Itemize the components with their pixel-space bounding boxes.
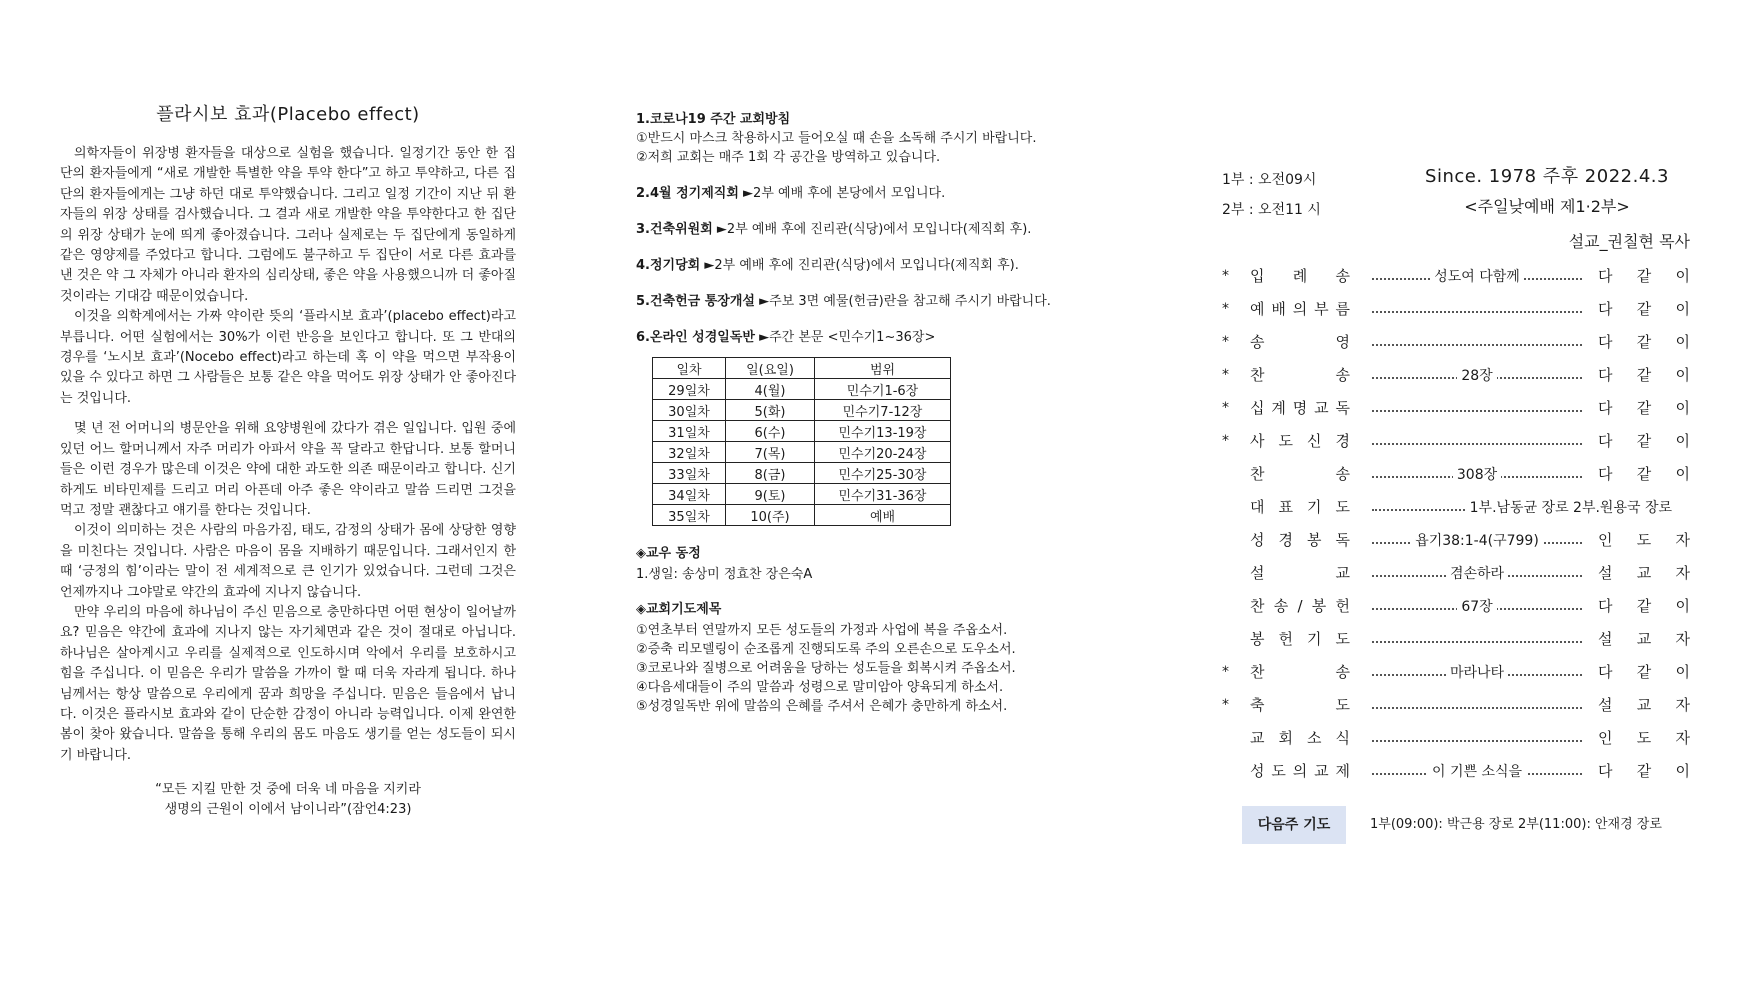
next-week-prayer-label: 다음주 기도 [1242, 806, 1346, 844]
reading-schedule-table [652, 357, 951, 526]
service-title: <주일낮예배 제1·2부> [1464, 197, 1630, 216]
bulletin-date: Since. 1978 주후 2022.4.3 [1425, 166, 1669, 187]
order-item-detail-text: 겸손하라 [1446, 566, 1508, 582]
worship-order-row [1222, 491, 1690, 524]
notice-text: ►주간 본문 <민수기1~36장> [759, 330, 936, 345]
essay-paragraph: 만약 우리의 마음에 하나님이 주신 믿음으로 충만하다면 어떤 현상이 일어날까요? 믿음은 약간에 효과에 지나지 않는 자기체면과 같은 것이 절대로 아닙니다. 하나님은 살아계시고 우리를 실제적으로 인도하시며 악에서 우리를 보호하시고 힘을 주십니다. 이 믿음은 우리가 말씀을 가까이 할 때 더욱 자라게 됩니다. 하나님께서는 항상 말씀으로 우리에게 꿈과 희망을 주십니다. 믿음은 들음에서 납니다. 이것은 플라시보 효과와 같이 단순한 감정이 아니라 능력입니다. 이제 완연한 봄이 찾아 왔습니다. 말씀을 통해 우리의 몸도 마음도 생기를 얻는 성도들이 되시기 바랍니다. [60, 604, 516, 763]
table-cell: 30일차 [653, 400, 726, 421]
prayer-item: ③코로나와 질병으로 어려움을 당하는 성도들을 회복시켜 주옵소서. [636, 661, 1016, 676]
order-item-name: 찬 송 [1250, 465, 1350, 483]
prayer-item: ⑤성경일독반 위에 말씀의 은혜를 주셔서 은혜가 충만하게 하소서. [636, 699, 1008, 714]
order-item-name: 찬 송 [1250, 366, 1350, 384]
order-item-name: 교 회 소 식 [1250, 729, 1350, 747]
order-item-name: 성 경 봉 독 [1250, 531, 1350, 549]
table-cell: 6(수) [726, 421, 815, 442]
table-cell: 민수기1-6장 [815, 379, 951, 400]
worship-order-row [1222, 524, 1690, 557]
notice-text: ►2부 예배 후에 진리관(식당)에서 모입니다(제직회 후). [716, 222, 1032, 237]
notice-line: ①반드시 마스크 착용하시고 들어오실 때 손을 소독해 주시기 바랍니다. [636, 131, 1037, 146]
order-item-leader: 인 도 자 [1598, 531, 1690, 549]
table-row [653, 421, 951, 442]
worship-order-row [1222, 722, 1690, 755]
table-cell: 4(월) [726, 379, 815, 400]
worship-order-row [1222, 755, 1690, 788]
order-item-name: 찬 송 [1250, 663, 1350, 681]
notice-meeting [636, 184, 1116, 203]
order-item-detail [1372, 557, 1582, 590]
order-item-detail [1372, 722, 1582, 755]
order-item-detail [1372, 458, 1582, 491]
service-time-2: 2부 : 오전11 시 [1222, 202, 1321, 218]
table-header: 일(요일) [726, 358, 815, 379]
dotted-leader [1372, 707, 1582, 709]
order-item-name: 성 도 의 교 제 [1250, 762, 1350, 780]
order-item-leader: 설 교 자 [1598, 696, 1690, 714]
table-row [653, 463, 951, 484]
order-item-name: 사 도 신 경 [1250, 432, 1350, 450]
order-item-leader: 다 같 이 [1598, 432, 1690, 450]
table-cell: 10(주) [726, 505, 815, 526]
preacher: 설교_권칠현 목사 [1568, 232, 1690, 251]
standing-mark: * [1222, 697, 1229, 713]
dotted-leader [1372, 443, 1582, 445]
notice-text: ►주보 3면 예물(헌금)란을 참고해 주시기 바랍니다. [759, 294, 1051, 309]
notice-title: 4.정기당회 [636, 258, 701, 273]
notice-text: ►2부 예배 후에 본당에서 모입니다. [743, 186, 946, 201]
order-item-detail [1372, 491, 1672, 524]
members-text: 1.생일: 송상미 정효찬 장은숙A [636, 567, 813, 582]
worship-order-row [1222, 359, 1690, 392]
order-item-detail [1372, 260, 1582, 293]
order-item-detail [1372, 689, 1582, 722]
service-time-1: 1부 : 오전09시 [1222, 172, 1317, 188]
table-header: 범위 [815, 358, 951, 379]
essay-paragraph: 이것을 의학계에서는 가짜 약이란 뜻의 ‘플라시보 효과’(placebo effect)라고 부릅니다. 어떤 실험에서는 30%가 이런 반응을 보인다고 합니다. 또 그 반대의 경우를 ‘노시보 효과’(Nocebo effect)라고 하는데 혹 이 약을 먹으면 부작용이 있을 수 있다고 하면 그 사람들은 보통 같은 약을 먹어도 위장 상태가 안 좋아진다는 것입니다. [60, 309, 516, 406]
essay-paragraph: 의학자들이 위장병 환자들을 대상으로 실험을 했습니다. 일정기간 동안 한 집단의 환자들에게 “새로 개발한 특별한 약을 투약 한다”고 하고 투약하고, 다른 집단의 환자들에게는 그냥 하던 대로 투약했습니다. 그리고 일정 기간이 지난 뒤 환자들의 위장 상태를 검사했습니다. 그 결과 새로 개발한 약을 투약한다고 한 집단의 위장 상태가 눈에 띄게 좋아졌습니다. 그러나 실제로는 두 집단에게 동일하게 같은 영양제를 주었다고 합니다. 그럼에도 불구하고 두 집단이 서로 다른 효과를 낸 것은 약 그 자체가 아니라 환자의 심리상태, 좋은 약을 사용했으니까 더 좋아질 것이라는 기대감 때문이었습니다. [60, 146, 516, 304]
worship-order-row [1222, 293, 1690, 326]
table-cell: 5(화) [726, 400, 815, 421]
notice-covid [636, 110, 1116, 167]
essay-paragraph: 몇 년 전 어머니의 병문안을 위해 요양병원에 갔다가 겪은 일입니다. 입원 중에 있던 어느 할머니께서 자주 머리가 아파서 약을 꼭 달라고 한답니다. 보통 할머니들은 이런 경우가 많은데 이것은 약에 대한 과도한 의존 때문이라고 합니다. 신기하게도 비타민제를 드리고 머리 아픈데 아주 좋은 약이라고 말씀 드리면 그것을 먹고 정말 괜찮다고 얘기를 한다는 것입니다. [60, 421, 516, 518]
prayer-item: ①연초부터 연말까지 모든 성도들의 가정과 사업에 복을 주옵소서. [636, 623, 1008, 638]
notice-text: ►2부 예배 후에 진리관(식당)에서 모입니다(제직회 후). [704, 258, 1019, 273]
worship-order-row [1222, 656, 1690, 689]
prayer-topics [636, 600, 1116, 716]
table-cell: 민수기7-12장 [815, 400, 951, 421]
order-item-detail-text: 이 기쁜 소식을 [1428, 764, 1526, 780]
order-item-detail-text: 성도여 다함께 [1430, 269, 1524, 285]
table-row [653, 379, 951, 400]
order-item-name: 찬 송 / 봉 헌 [1250, 597, 1350, 615]
order-item-leader: 다 같 이 [1598, 366, 1690, 384]
order-item-detail [1372, 293, 1582, 326]
prayer-title: ◈교회기도제목 [636, 602, 722, 617]
notice-building-committee [636, 220, 1116, 239]
table-cell: 민수기20-24장 [815, 442, 951, 463]
order-item-detail [1372, 524, 1582, 557]
notice-title: 3.건축위원회 [636, 222, 713, 237]
table-cell: 민수기25-30장 [815, 463, 951, 484]
order-item-leader: 다 같 이 [1598, 333, 1690, 351]
dotted-leader [1372, 311, 1582, 313]
table-cell: 33일차 [653, 463, 726, 484]
prayer-item: ④다음세대들이 주의 말씀과 성령으로 말미암아 양육되게 하소서. [636, 680, 1004, 695]
essay-body [60, 144, 516, 766]
order-item-leader: 다 같 이 [1598, 399, 1690, 417]
worship-order-row [1222, 557, 1690, 590]
table-cell: 예배 [815, 505, 951, 526]
service-times [1222, 165, 1321, 225]
quote-line-1: “모든 지킬 만한 것 중에 더욱 네 마음을 지키라 [155, 782, 421, 798]
standing-mark: * [1222, 664, 1229, 680]
order-item-detail [1372, 359, 1582, 392]
order-item-leader: 설 교 자 [1598, 564, 1690, 582]
order-item-leader: 다 같 이 [1598, 663, 1690, 681]
table-row [653, 400, 951, 421]
standing-mark: * [1222, 301, 1229, 317]
order-item-name: 십 계 명 교 독 [1250, 399, 1350, 417]
order-item-leader: 다 같 이 [1598, 300, 1690, 318]
worship-order-row [1222, 260, 1690, 293]
next-week-prayer-text: 1부(09:00): 박근용 장로 2부(11:00): 안재경 장로 [1370, 817, 1662, 832]
notice-title: 5.건축헌금 통장개설 [636, 294, 755, 309]
table-cell: 9(토) [726, 484, 815, 505]
order-item-leader: 인 도 자 [1598, 729, 1690, 747]
dotted-leader [1372, 641, 1582, 643]
order-item-detail [1372, 755, 1582, 788]
order-of-worship [1222, 260, 1690, 788]
order-item-detail [1372, 590, 1582, 623]
notice-title: 6.온라인 성경일독반 [636, 330, 755, 345]
order-item-name: 설 교 [1250, 564, 1350, 582]
members-title: ◈교우 동정 [636, 546, 701, 561]
members-news [636, 544, 1116, 584]
table-cell: 34일차 [653, 484, 726, 505]
order-item-leader: 다 같 이 [1598, 465, 1690, 483]
order-item-name: 입 례 송 [1250, 267, 1350, 285]
worship-order-row [1222, 326, 1690, 359]
notice-session [636, 256, 1116, 275]
standing-mark: * [1222, 400, 1229, 416]
order-item-name: 축 도 [1250, 696, 1350, 714]
table-cell: 35일차 [653, 505, 726, 526]
quote-line-2: 생명의 근원이 이에서 남이니라”(잠언4:23) [164, 802, 412, 818]
notice-bible-reading [636, 328, 1116, 347]
standing-mark: * [1222, 433, 1229, 449]
table-header-row [653, 358, 951, 379]
order-item-leader: 설 교 자 [1598, 630, 1690, 648]
worship-order-row [1222, 392, 1690, 425]
notice-title: 2.4월 정기제직회 [636, 186, 739, 201]
order-item-detail-text: 67장 [1457, 599, 1496, 615]
prayer-item: ②증축 리모델링이 순조롭게 진행되도록 주의 오른손으로 도우소서. [636, 642, 1016, 657]
order-item-detail [1372, 392, 1582, 425]
order-item-detail-text: 308장 [1453, 467, 1501, 483]
table-header: 일차 [653, 358, 726, 379]
order-item-detail [1372, 623, 1582, 656]
order-item-name: 대 표 기 도 [1250, 498, 1350, 516]
table-cell: 7(목) [726, 442, 815, 463]
order-item-leader: 다 같 이 [1598, 762, 1690, 780]
order-item-name: 봉 헌 기 도 [1250, 630, 1350, 648]
table-cell: 29일차 [653, 379, 726, 400]
order-item-detail-text: 욥기38:1-4(구799) [1411, 533, 1543, 549]
standing-mark: * [1222, 334, 1229, 350]
notices-column [636, 110, 1116, 732]
dotted-leader [1372, 344, 1582, 346]
essay-title: 플라시보 효과(Placebo effect) [156, 104, 420, 125]
order-item-leader: 다 같 이 [1598, 267, 1690, 285]
worship-order-row [1222, 590, 1690, 623]
order-item-name: 예 배 의 부 름 [1250, 300, 1350, 318]
worship-order-row [1222, 425, 1690, 458]
dotted-leader [1372, 410, 1582, 412]
table-row [653, 484, 951, 505]
table-cell: 민수기13-19장 [815, 421, 951, 442]
table-row [653, 505, 951, 526]
table-cell: 32일차 [653, 442, 726, 463]
essay-column [60, 100, 516, 820]
order-item-detail-text: 28장 [1457, 368, 1496, 384]
notice-title: 1.코로나19 주간 교회방침 [636, 112, 791, 127]
worship-order-row [1222, 623, 1690, 656]
order-item-detail-text: 마라나타 [1446, 665, 1508, 681]
dotted-leader [1372, 740, 1582, 742]
table-cell: 8(금) [726, 463, 815, 484]
order-item-name: 송 영 [1250, 333, 1350, 351]
order-item-detail [1372, 656, 1582, 689]
order-item-detail-text: 1부.남동균 장로 2부.원용국 장로 [1466, 500, 1672, 516]
table-cell: 민수기31-36장 [815, 484, 951, 505]
worship-order-row [1222, 458, 1690, 491]
essay-paragraph: 이것이 의미하는 것은 사람의 마음가짐, 태도, 감정의 상태가 몸에 상당한 영향을 미친다는 것입니다. 사람은 마음이 몸을 지배하기 때문입니다. 그래서인지 한 때 ‘긍정의 힘’이라는 말이 전 세계적으로 큰 인기가 있었습니다. 그런데 그것은 언제까지나 그야말로 약간의 효과에 지나지 않습니다. [60, 523, 516, 600]
order-item-leader: 다 같 이 [1598, 597, 1690, 615]
notice-account [636, 292, 1116, 311]
standing-mark: * [1222, 367, 1229, 383]
order-item-detail [1372, 425, 1582, 458]
order-item-detail [1372, 326, 1582, 359]
table-row [653, 442, 951, 463]
notice-line: ②저희 교회는 매주 1회 각 공간을 방역하고 있습니다. [636, 150, 941, 165]
bible-quote [60, 780, 516, 820]
worship-order-row [1222, 689, 1690, 722]
table-cell: 31일차 [653, 421, 726, 442]
standing-mark: * [1222, 268, 1229, 284]
